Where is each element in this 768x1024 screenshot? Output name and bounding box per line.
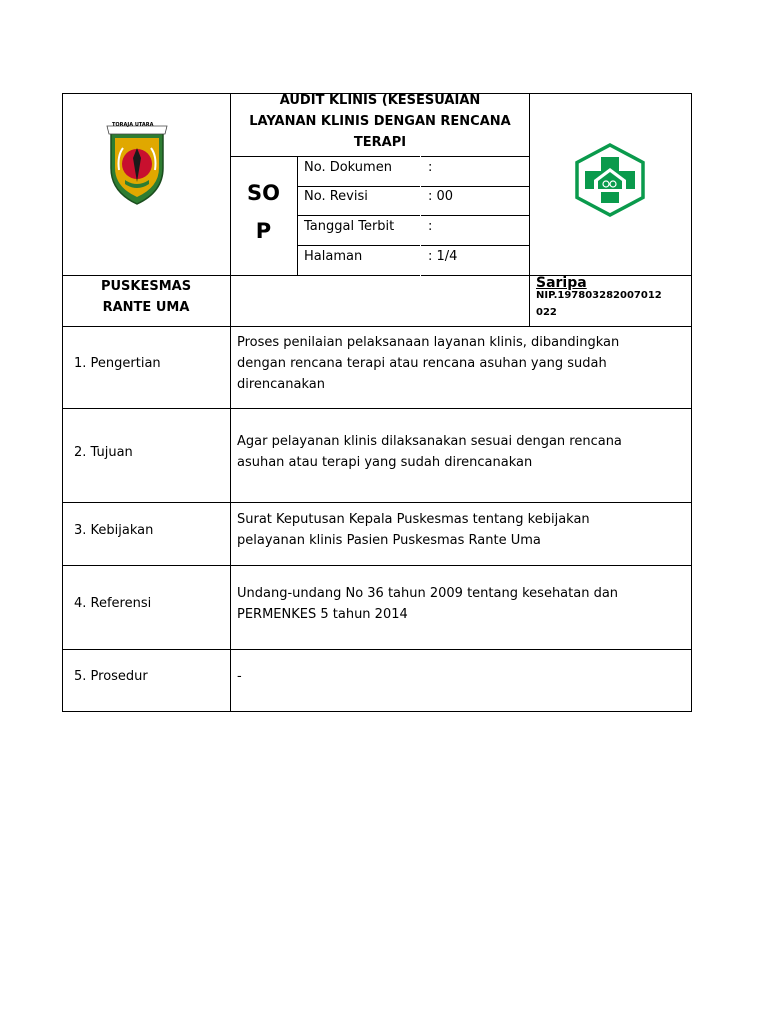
sop-label-line-2: P <box>255 219 272 243</box>
section-label-tujuan: 2. Tujuan <box>74 445 133 460</box>
section-text-tujuan-line-1: Agar pelayanan klinis dilaksanakan sesuai dengan rencana <box>237 434 622 449</box>
meta-label-tanggal-terbit: Tanggal Terbit <box>304 219 395 234</box>
section-text-pengertian-line-3: direncanakan <box>237 377 325 392</box>
sop-label-line-1: SO <box>247 181 280 205</box>
section-text-kebijakan-line-1: Surat Keputusan Kepala Puskesmas tentang kebijakan <box>237 512 590 527</box>
meta-label-halaman: Halaman <box>304 249 363 264</box>
signer-nip-line-1: NIP.197803282007012 <box>536 290 662 301</box>
section-label-kebijakan: 3. Kebijakan <box>74 523 154 538</box>
meta-value-tanggal-terbit: : <box>428 219 433 234</box>
section-text-referensi-line-2: PERMENKES 5 tahun 2014 <box>237 607 408 622</box>
section-text-prosedur-line-1: - <box>237 669 242 684</box>
section-label-referensi: 4. Referensi <box>74 596 152 611</box>
signer-name: Saripa <box>536 275 587 291</box>
meta-value-no-revisi: : 00 <box>428 189 454 204</box>
section-text-kebijakan-line-2: pelayanan klinis Pasien Puskesmas Rante Uma <box>237 533 541 548</box>
section-text-referensi-line-1: Undang-undang No 36 tahun 2009 tentang kesehatan dan <box>237 586 619 601</box>
meta-label-no-revisi: No. Revisi <box>304 189 368 204</box>
signer-nip-line-2: 022 <box>536 307 557 318</box>
section-label-pengertian: 1. Pengertian <box>74 356 161 371</box>
section-text-tujuan-line-2: asuhan atau terapi yang sudah direncanakan <box>237 455 533 470</box>
logo-banner-text: TORAJA UTARA <box>112 122 154 128</box>
toraja-utara-logo-icon <box>105 124 169 206</box>
meta-value-halaman: : 1/4 <box>428 249 458 264</box>
puskesmas-logo-icon <box>572 142 648 218</box>
document-title-line-2: LAYANAN KLINIS DENGAN RENCANA <box>249 114 511 129</box>
org-name-line-1: PUSKESMAS <box>100 279 192 294</box>
section-text-pengertian-line-1: Proses penilaian pelaksanaan layanan klinis, dibandingkan <box>237 335 620 350</box>
section-text-pengertian-line-2: dengan rencana terapi atau rencana asuhan yang sudah <box>237 356 607 371</box>
section-label-prosedur: 5. Prosedur <box>74 669 148 684</box>
document-title-line-3: TERAPI <box>353 135 407 150</box>
meta-label-no-dokumen: No. Dokumen <box>304 160 392 175</box>
meta-value-no-dokumen: : <box>428 160 433 175</box>
document-title-line-1: AUDIT KLINIS (KESESUAIAN <box>279 93 481 108</box>
org-name-line-2: RANTE UMA <box>102 300 190 315</box>
